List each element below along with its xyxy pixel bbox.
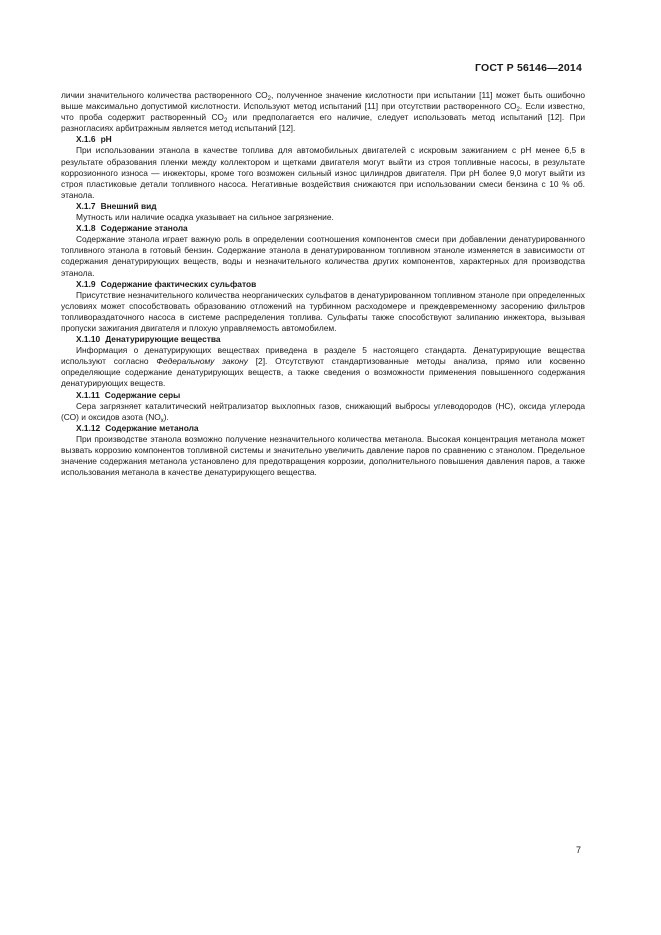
paragraph: [61, 90, 585, 134]
section-heading: [61, 201, 585, 212]
text-run: , полученное значение кислотности при испытании [11] может быть ошибочно выше максимально допустимой кислотности. Используют метод испытаний [11] при отсутствии растворенного СО: [61, 90, 586, 112]
paragraph: [61, 401, 585, 423]
section-number: X.1.8: [76, 223, 96, 234]
section-title: рН: [100, 134, 112, 145]
subscript: 2: [516, 107, 520, 114]
text-run: или предполагается его наличие, следует использовать метод испытаний [12]. При разногласиях арбитражным является метод испытаний [12].: [61, 112, 586, 134]
document-body: [61, 90, 585, 478]
section-number: X.1.10: [76, 334, 101, 345]
document-code: ГОСТ Р 56146—2014: [474, 62, 582, 74]
section-number: X.1.12: [76, 422, 101, 433]
paragraph: [61, 212, 585, 223]
section-title: Содержание этанола: [100, 223, 188, 234]
paragraph: [61, 290, 585, 334]
section-number: X.1.6: [76, 134, 96, 145]
text-run: При использовании этанола в качестве топлива для автомобильных двигателей с искровым зажиганием с рН менее 6,5 в результате образования пленки между коллектором и щетками двигателя могут выйти из строя топливные насосы, в результате коррозионного износа — инжекторы, кроме того возможен сильный износ цилиндров двигателя. При рН более 9,0 могут выйти из строя пластиковые детали топливного насоса. Негативные воздействия снижаются при использовании смеси бензина с 10 % об. этанола.: [61, 145, 585, 200]
paragraph: [61, 434, 585, 478]
text-run: Мутность или наличие осадка указывает на сильное загрязнение.: [76, 212, 334, 223]
section-number: X.1.11: [76, 389, 100, 400]
section-title: Содержание метанола: [105, 422, 199, 433]
text-run: Информация о денатурирующих веществах приведена в разделе 5 настоящего стандарта. Денатурирующие вещества используют согласно: [61, 345, 585, 367]
page-number: 7: [575, 845, 581, 855]
text-run: При производстве этанола возможно получение незначительного количества метанола. Высокая концентрация метанола может вызвать коррозию компонентов топливной системы и значительно увеличить давление паров по сравнению с этанолом. Предельное значение содержания метанола установлено для предотвращения коррозии, дополнительного повышения давления паров, а также использования метанола в качестве денатурирующего вещества.: [61, 433, 585, 478]
section-title: Внешний вид: [100, 200, 157, 211]
subscript: 2: [267, 96, 271, 102]
section-heading: [61, 390, 585, 401]
subscript: x: [160, 417, 164, 424]
subscript: 2: [223, 118, 228, 125]
section-title: Содержание фактических сульфатов: [100, 278, 257, 289]
paragraph: [61, 345, 585, 389]
section-title: Денатурирующие вещества: [105, 334, 221, 345]
paragraph: [61, 145, 585, 200]
section-heading: [61, 334, 585, 345]
section-heading: [61, 423, 585, 434]
text-run: ).: [163, 411, 169, 422]
paragraph: [61, 234, 585, 278]
section-heading: [61, 223, 585, 234]
text-run: [2]. Отсутствуют стандартизованные методы анализа, прямо или косвенно определяющие содержание денатурирующих веществ, а также сведения о возможности применения повышенного содержания денатурирующих веществ.: [61, 356, 586, 389]
section-number: X.1.7: [76, 200, 96, 211]
section-number: X.1.9: [76, 278, 96, 289]
text-run: Присутствие незначительного количества неорганических сульфатов в денатурированном топливном этаноле при определенных условиях может способствовать образованию отложений на турбинном расходомере и преждевременному засорению фильтров топливораздаточного насоса в системе распределения топлива. Сульфаты также способствуют залипанию инжектора, вызывая пропуски зажигания двигателя и плохую управляемость автомобилем.: [61, 289, 585, 333]
section-title: Содержание серы: [104, 389, 181, 400]
italic-text: Федеральному закону: [156, 356, 248, 367]
section-heading: [61, 279, 585, 290]
text-run: Содержание этанола играет важную роль в определении соотношения компонентов смеси при добавлении денатурированного топливного этанола в готовый бензин. Содержание этанола в денатурированном топливном этаноле изменяется в зависимости от содержания денатурирующих веществ, воды и незначительного количества других компонентов, характерных для производства этанола.: [61, 234, 585, 278]
text-run: . Если известно, что проба содержит растворенный СО: [61, 101, 586, 123]
text-run: Сера загрязняет каталитический нейтрализатор выхлопных газов, снижающий выбросы углеводородов (НС), оксида углерода (СО) и оксидов азота (NO: [61, 400, 585, 422]
text-run: личии значительного количества растворенного СО: [61, 90, 268, 100]
section-heading: [61, 134, 585, 145]
